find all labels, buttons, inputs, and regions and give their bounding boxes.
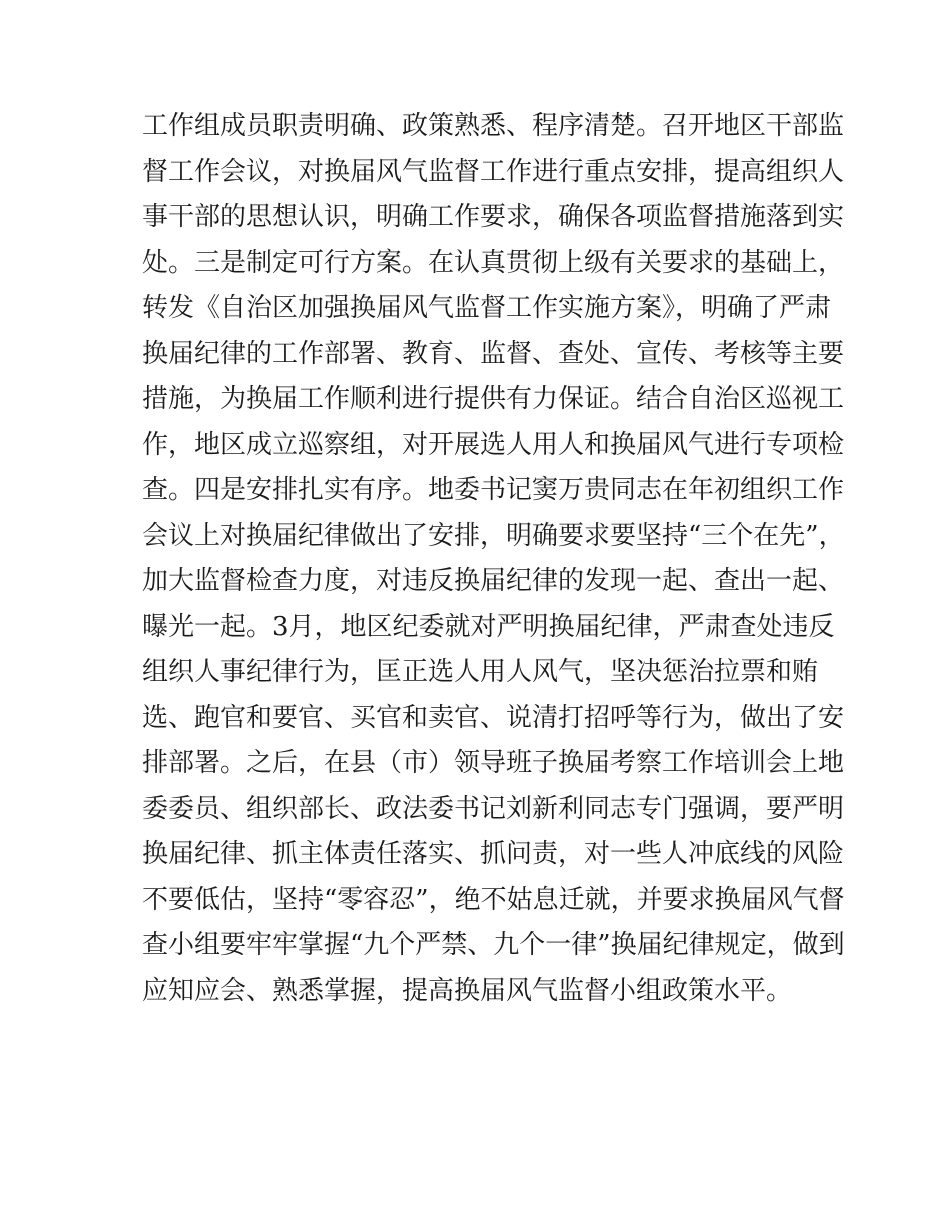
- text-line: 事干部的思想认识，明确工作要求，确保各项监督措施落到实: [142, 202, 845, 232]
- text-line: 组织人事纪律行为，匡正选人用人风气，坚决惩治拉票和贿: [142, 657, 819, 687]
- text-line: 换届纪律、抓主体责任落实、抓问责，对一些人冲底线的风险: [142, 839, 845, 869]
- text-line: 排部署。之后，在县（市）领导班子换届考察工作培训会上地: [142, 748, 845, 778]
- text-line: 查小组要牢牢掌握“九个严禁、九个一律”换届纪律规定，做到: [142, 930, 845, 960]
- text-line: 应知应会、熟悉掌握，提高换届风气监督小组政策水平。: [142, 975, 793, 1006]
- text-line: 加大监督检查力度，对违反换届纪律的发现一起、查出一起、: [142, 566, 845, 596]
- text-line: 会议上对换届纪律做出了安排，明确要求要坚持“三个在先”，: [142, 520, 845, 551]
- text-line: 不要低估，坚持“零容忍”，绝不姑息迁就，并要求换届风气督: [142, 884, 845, 915]
- text-line: 委委员、组织部长、政法委书记刘新利同志专门强调，要严明: [142, 793, 845, 824]
- text-line: 换届纪律的工作部署、教育、监督、查处、宣传、考核等主要: [142, 338, 845, 369]
- text-line: 工作组成员职责明确、政策熟悉、程序清楚。召开地区干部监: [142, 111, 845, 141]
- text-line: 督工作会议，对换届风气监督工作进行重点安排，提高组织人: [142, 156, 845, 187]
- text-line: 选、跑官和要官、买官和卖官、说清打招呼等行为，做出了安: [142, 702, 845, 733]
- body-paragraph: [142, 104, 845, 1014]
- text-line: 措施，为换届工作顺利进行提供有力保证。结合自治区巡视工: [142, 384, 845, 414]
- text-line: 查。四是安排扎实有序。地委书记窦万贵同志在年初组织工作: [142, 475, 845, 505]
- text-line: 处。三是制定可行方案。在认真贯彻上级有关要求的基础上，: [142, 247, 845, 278]
- text-line: 转发《自治区加强换届风气监督工作实施方案》，明确了严肃: [142, 293, 832, 323]
- text-line: 曝光一起。3月，地区纪委就对严明换届纪律，严肃查处违反: [142, 611, 835, 642]
- text-line: 作，地区成立巡察组，对开展选人用人和换届风气进行专项检: [142, 429, 845, 460]
